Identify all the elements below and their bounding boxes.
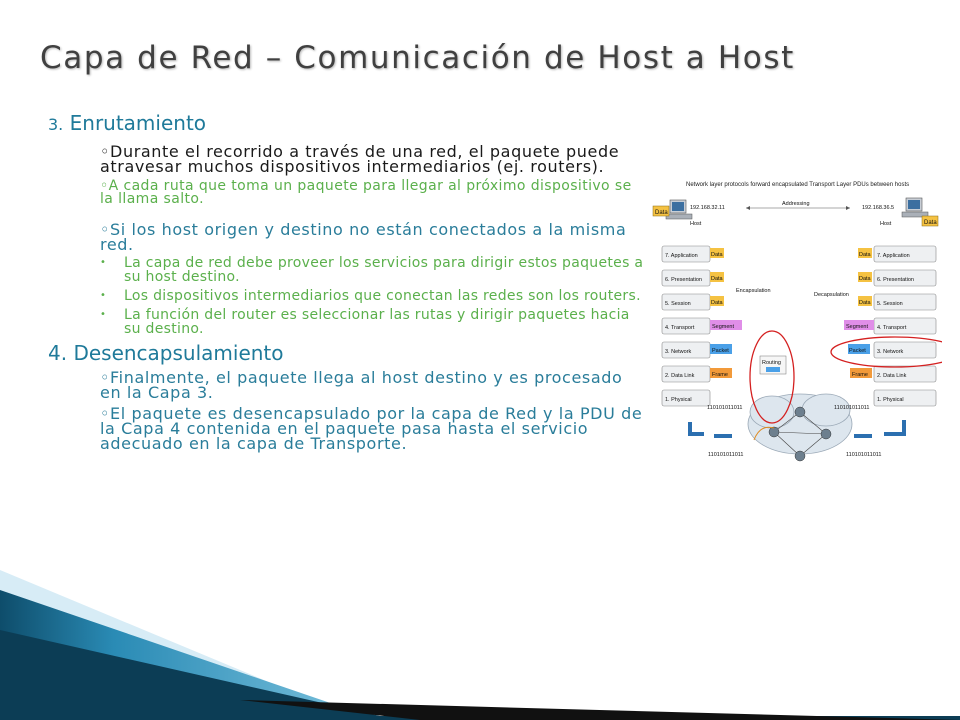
right-ip-address: 192.168.36.5 — [862, 205, 895, 211]
section-3-heading — [48, 110, 648, 138]
left-layer-5-label: 5. Session — [665, 301, 691, 307]
list-item — [100, 289, 648, 303]
pdu-data-label: Data — [859, 252, 871, 258]
bits-label: 110101011011 — [846, 452, 882, 458]
pdu-data-label: Data — [859, 276, 871, 282]
right-layer-3-label: 3. Network — [877, 349, 904, 355]
right-layer-2-label: 2. Data Link — [877, 373, 907, 379]
pdu-data-label: Data — [711, 276, 723, 282]
diagram-caption: Network layer protocols forward encapsulated Transport Layer PDUs between hosts — [686, 182, 910, 188]
right-layer-5-label: 5. Session — [877, 301, 903, 307]
pdu-packet-label: Packet — [712, 348, 729, 354]
list-item — [100, 308, 648, 336]
paragraph-routing-path: ◦Durante el recorrido a través de una red, el paquete puede atravesar muchos dispositivos intermediarios (ej. routers). — [100, 142, 620, 176]
left-layer-3-label: 3. Network — [665, 349, 692, 355]
section-3-number: 3. — [48, 115, 64, 134]
right-layer-stack — [874, 246, 936, 406]
slide-content — [48, 110, 648, 451]
pdu-segment-label: Segment — [712, 324, 735, 330]
pdu-frame-label: Frame — [852, 372, 868, 378]
pdu-segment-label: Segment — [846, 324, 869, 330]
paragraph-hop-definition: ◦A cada ruta que toma un paquete para llegar al próximo dispositivo se la llama salto. — [100, 178, 632, 207]
network-diagram — [650, 172, 942, 472]
bullet-icon: • — [100, 257, 107, 268]
addressing-label: Addressing — [782, 201, 810, 207]
paragraph-arrives-host: ◦Finalmente, el paquete llega al host destino y es procesado en la Capa 3. — [100, 368, 623, 402]
pdu-data-label: Data — [711, 300, 723, 306]
pdu-data-label: Data — [859, 300, 871, 306]
left-layer-6-label: 6. Presentation — [665, 277, 702, 283]
router-icon — [769, 427, 779, 437]
list-item-text: Los dispositivos intermediarios que conectan las redes son los routers. — [124, 288, 641, 304]
right-layer-7-label: 7. Application — [877, 253, 910, 259]
left-layer-4-label: 4. Transport — [665, 325, 695, 331]
decapsulation-label: Decapsulation — [814, 292, 849, 298]
pdu-frame-label: Frame — [712, 372, 728, 378]
left-layer-stack — [662, 246, 710, 406]
left-ip-address: 192.168.32.11 — [690, 205, 725, 211]
routing-packet-box — [766, 367, 780, 372]
list-item — [100, 256, 648, 284]
bits-label: 110101011011 — [834, 405, 870, 411]
section-3-title: Enrutamiento — [69, 111, 207, 135]
router-icon — [795, 451, 805, 461]
bullet-icon: • — [100, 290, 107, 301]
right-layer-4-label: 4. Transport — [877, 325, 907, 331]
right-host-label: Host — [880, 221, 892, 227]
right-layer-6-label: 6. Presentation — [877, 277, 914, 283]
network-cloud-icon — [748, 394, 852, 454]
router-icon — [795, 407, 805, 417]
list-item-text: La capa de red debe proveer los servicios para dirigir estos paquetes a su host destino. — [124, 255, 644, 285]
slide-title: Capa de Red – Comunicación de Host a Host — [40, 40, 795, 76]
router-icon — [821, 429, 831, 439]
left-layer-1-label: 1. Physical — [665, 397, 692, 403]
paragraph-decapsulation: ◦El paquete es desencapsulado por la capa de Red y la PDU de la Capa 4 contenida en el paquete pasa hasta el servicio adecuado en la capa de Transporte. — [100, 404, 643, 453]
paragraph-different-networks: ◦Si los host origen y destino no están conectados a la misma red. — [100, 220, 627, 254]
data-label-right: Data — [924, 220, 937, 226]
decorative-swoosh — [0, 570, 960, 720]
routing-label: Routing — [762, 360, 781, 366]
right-layer-1-label: 1. Physical — [877, 397, 904, 403]
bullet-icon: • — [100, 309, 107, 320]
left-layer-7-label: 7. Application — [665, 253, 698, 259]
list-item-text: La función del router es seleccionar las rutas y dirigir paquetes hacia su destino. — [124, 307, 630, 337]
pdu-data-label: Data — [711, 252, 723, 258]
left-layer-2-label: 2. Data Link — [665, 373, 695, 379]
section-4-heading: 4. Desencapsulamiento — [48, 341, 284, 365]
bits-label: 110101011011 — [707, 405, 743, 411]
encapsulation-label: Encapsulation — [736, 288, 771, 294]
pdu-packet-label: Packet — [849, 348, 866, 354]
bits-label: 110101011011 — [708, 452, 744, 458]
left-host-label: Host — [690, 221, 702, 227]
data-label-left: Data — [655, 210, 668, 216]
